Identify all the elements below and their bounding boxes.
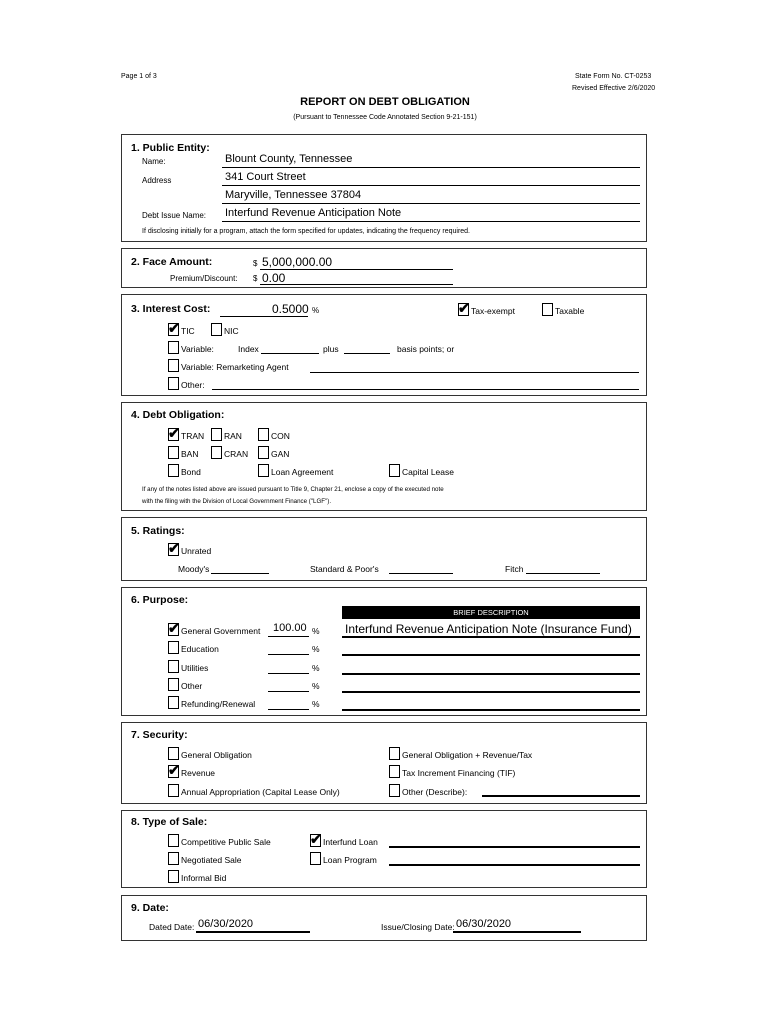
sp-label: Standard & Poor's: [310, 564, 379, 574]
general-obligation-label: General Obligation: [181, 750, 252, 760]
purpose-desc-general-government[interactable]: Interfund Revenue Anticipation Note (Insurance Fund): [345, 622, 632, 636]
ban-label: BAN: [181, 449, 199, 459]
pct-sign: %: [312, 699, 320, 709]
purpose-label-general-government: General Government: [181, 626, 261, 636]
purpose-label-refunding: Refunding/Renewal: [181, 699, 256, 709]
debt-note-line-2: with the filing with the Division of Local Government Finance ("LGF").: [142, 498, 332, 505]
dated-date-value[interactable]: 06/30/2020: [198, 918, 254, 930]
tif-checkbox[interactable]: [389, 765, 400, 778]
pct-sign: %: [312, 663, 320, 673]
section-7-heading: 7. Security:: [131, 729, 188, 741]
page-number: Page 1 of 3: [121, 73, 157, 80]
section-9-heading: 9. Date:: [131, 902, 169, 914]
tif-label: Tax Increment Financing (TIF): [402, 768, 516, 778]
pct-sign: %: [312, 626, 320, 636]
unrated-checkbox[interactable]: [168, 540, 180, 556]
nic-label: NIC: [224, 326, 239, 336]
fitch-label: Fitch: [505, 564, 524, 574]
utilities-checkbox[interactable]: [168, 660, 179, 673]
dated-date-label: Dated Date:: [149, 922, 195, 932]
informal-bid-checkbox[interactable]: [168, 870, 179, 883]
face-amount-value[interactable]: 5,000,000.00: [262, 255, 333, 269]
name-value[interactable]: Blount County, Tennessee: [225, 153, 353, 165]
loan-program-label: Loan Program: [323, 855, 377, 865]
cran-checkbox[interactable]: [211, 446, 222, 459]
revised-date: Revised Effective 2/6/2020: [572, 85, 656, 92]
go-revenue-label: General Obligation + Revenue/Tax: [402, 750, 533, 760]
premium-dollar-sign: $: [253, 274, 258, 283]
other-purpose-checkbox[interactable]: [168, 678, 179, 691]
gan-label: GAN: [271, 449, 290, 459]
checkmark-icon: ✔: [168, 620, 180, 636]
plus-label: plus: [323, 344, 339, 354]
education-checkbox[interactable]: [168, 641, 179, 654]
page-subtitle: (Pursuant to Tennessee Code Annotated Section 9-21-151): [293, 114, 477, 121]
negotiated-sale-checkbox[interactable]: [168, 852, 179, 865]
checkmark-icon: ✔: [168, 425, 180, 441]
informal-bid-label: Informal Bid: [181, 873, 227, 883]
brief-description-header: BRIEF DESCRIPTION: [342, 606, 640, 619]
address-label: Address: [142, 176, 172, 185]
taxable-checkbox[interactable]: [542, 303, 553, 316]
moodys-label: Moody's: [178, 564, 210, 574]
name-label: Name:: [142, 157, 166, 166]
ran-checkbox[interactable]: [211, 428, 222, 441]
checkmark-icon: ✔: [168, 540, 180, 556]
section-5-heading: 5. Ratings:: [131, 525, 185, 537]
loan-agreement-label: Loan Agreement: [271, 467, 334, 477]
negotiated-sale-label: Negotiated Sale: [181, 855, 242, 865]
checkmark-icon: ✔: [458, 300, 470, 316]
remarketing-label: Variable: Remarketing Agent: [181, 362, 289, 372]
interfund-loan-checkbox[interactable]: [310, 831, 322, 847]
tic-label: TIC: [181, 326, 195, 336]
other-checkbox[interactable]: [168, 377, 179, 390]
checkmark-icon: ✔: [168, 320, 180, 336]
section-2-heading: 2. Face Amount:: [131, 256, 213, 268]
cran-label: CRAN: [224, 449, 249, 459]
taxable-label: Taxable: [555, 306, 585, 316]
disclosure-note: If disclosing initially for a program, attach the form specified for updates, indicating the frequency required.: [142, 228, 471, 235]
general-obligation-checkbox[interactable]: [168, 747, 179, 760]
con-checkbox[interactable]: [258, 428, 269, 441]
general-government-checkbox[interactable]: [168, 620, 180, 636]
capital-lease-label: Capital Lease: [402, 467, 454, 477]
nic-checkbox[interactable]: [211, 323, 222, 336]
purpose-label-other: Other: [181, 681, 203, 691]
con-label: CON: [271, 431, 290, 441]
annual-appropriation-label: Annual Appropriation (Capital Lease Only): [181, 787, 340, 797]
remarketing-checkbox[interactable]: [168, 359, 179, 372]
address-line-2[interactable]: Maryville, Tennessee 37804: [225, 189, 362, 201]
capital-lease-checkbox[interactable]: [389, 464, 400, 477]
basis-points-label: basis points; or: [397, 344, 455, 354]
revenue-label: Revenue: [181, 768, 216, 778]
variable-label: Variable:: [181, 344, 214, 354]
unrated-label: Unrated: [181, 546, 212, 556]
debt-note-line-1: If any of the notes listed above are issued pursuant to Title 9, Chapter 21, enclose a copy of the executed note: [142, 486, 444, 493]
competitive-sale-label: Competitive Public Sale: [181, 837, 271, 847]
form-number: State Form No. CT-0253: [575, 73, 652, 80]
refunding-checkbox[interactable]: [168, 696, 179, 709]
go-revenue-checkbox[interactable]: [389, 747, 400, 760]
purpose-label-utilities: Utilities: [181, 663, 209, 673]
checkmark-icon: ✔: [168, 762, 180, 778]
section-6-heading: 6. Purpose:: [131, 594, 189, 606]
pct-sign: %: [312, 644, 320, 654]
section-8-heading: 8. Type of Sale:: [131, 816, 208, 828]
interfund-loan-label: Interfund Loan: [323, 837, 378, 847]
interest-pct-sign: %: [312, 306, 320, 315]
index-label: Index: [238, 344, 259, 354]
tran-checkbox[interactable]: [168, 425, 180, 441]
issue-date-label: Issue/Closing Date:: [381, 922, 455, 932]
purpose-label-education: Education: [181, 644, 219, 654]
bond-label: Bond: [181, 467, 201, 477]
face-dollar-sign: $: [253, 259, 258, 268]
annual-appropriation-checkbox[interactable]: [168, 784, 179, 797]
checkmark-icon: ✔: [310, 831, 322, 847]
security-other-checkbox[interactable]: [389, 784, 400, 797]
revenue-checkbox[interactable]: [168, 762, 180, 778]
interest-rate-value[interactable]: 0.5000: [272, 302, 309, 316]
issue-date-value[interactable]: 06/30/2020: [456, 918, 512, 930]
ban-checkbox[interactable]: [168, 446, 179, 459]
purpose-pct-general-government[interactable]: 100.00: [273, 622, 307, 634]
loan-agreement-checkbox[interactable]: [258, 464, 269, 477]
debt-issue-label: Debt Issue Name:: [142, 211, 207, 220]
tran-label: TRAN: [181, 431, 205, 441]
section-4-heading: 4. Debt Obligation:: [131, 409, 225, 421]
section-3-heading: 3. Interest Cost:: [131, 303, 211, 315]
tax-exempt-checkbox[interactable]: [458, 300, 470, 316]
variable-checkbox[interactable]: [168, 341, 179, 354]
security-other-label: Other (Describe):: [402, 787, 468, 797]
tax-exempt-label: Tax-exempt: [471, 306, 515, 316]
other-label: Other:: [181, 380, 205, 390]
premium-label: Premium/Discount:: [170, 274, 238, 283]
pct-sign: %: [312, 681, 320, 691]
debt-issue-value[interactable]: Interfund Revenue Anticipation Note: [225, 207, 402, 219]
gan-checkbox[interactable]: [258, 446, 269, 459]
section-1-heading: 1. Public Entity:: [131, 142, 210, 154]
loan-program-checkbox[interactable]: [310, 852, 321, 865]
competitive-sale-checkbox[interactable]: [168, 834, 179, 847]
bond-checkbox[interactable]: [168, 464, 179, 477]
premium-value[interactable]: 0.00: [262, 271, 286, 285]
page-title: REPORT ON DEBT OBLIGATION: [300, 96, 470, 108]
ran-label: RAN: [224, 431, 242, 441]
tic-checkbox[interactable]: [168, 320, 180, 336]
address-line-1[interactable]: 341 Court Street: [225, 171, 306, 183]
